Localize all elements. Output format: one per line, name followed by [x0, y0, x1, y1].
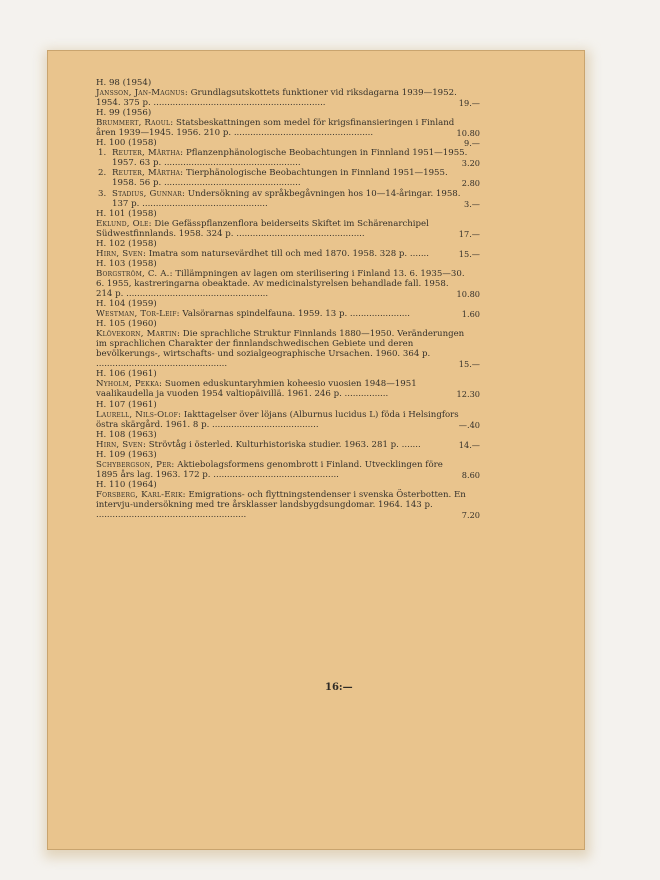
entry-title: Strövtåg i österled. Kulturhistoriska studier. 1963. 281 p. .......: [146, 439, 421, 450]
entry-title: Tillämpningen av lagen om sterilisering i Finland 13. 6. 1935—30. 6. 1955, kastreringarna obeaktade. Av medicinalstyrelsen behandlade fall. 1958. 214 p. ....................................................: [96, 268, 465, 299]
entry-price: 12.30: [456, 389, 480, 400]
catalog-entry: [96, 369, 480, 400]
entry-author: Reuter, Märtha:: [112, 168, 184, 179]
catalog-entry: [96, 108, 480, 139]
entry-price: 9.—: [464, 138, 480, 149]
entry-number: H. 100 (1958): [96, 138, 157, 149]
entry-price: 1.60: [461, 309, 480, 320]
entry-price: 19.—: [458, 98, 480, 109]
entry-author: Westman, Tor-Leif:: [96, 309, 180, 320]
sub-entry: [96, 188, 480, 209]
catalog-entry: [96, 138, 480, 209]
entry-title: Suomen eduskuntaryhmien koheesio vuosien 1948—1951 vaalikaudella ja vuoden 1954 valtiopäivillä. 1961. 246 p. ................: [96, 379, 417, 400]
entry-price: 15.—: [458, 359, 480, 370]
entry-title: Tierphänologische Beobachtungen in Finnland 1951—1955. 1958. 56 p. ..................................................: [112, 168, 448, 189]
entry-title: Valsörarnas spindelfauna. 1959. 13 p. ......................: [179, 309, 411, 320]
entry-author: Hirn, Sven:: [96, 248, 147, 259]
sub-entry-index: 2.: [98, 168, 107, 179]
entry-number: H. 105 (1960): [96, 319, 157, 330]
entry-author: Reuter, Märtha:: [112, 148, 184, 159]
entry-number: H. 102 (1958): [96, 238, 157, 249]
entry-number: H. 108 (1963): [96, 429, 157, 440]
sub-entry-index: 3.: [98, 188, 107, 199]
entry-price: 10.80: [456, 288, 480, 299]
entry-title: Pflanzenphänologische Beobachtungen in Finnland 1951—1955. 1957. 63 p. ..................................................: [112, 148, 468, 169]
entry-number: H. 103 (1958): [96, 258, 157, 269]
entry-price: 15.—: [458, 248, 480, 259]
entry-price: 3.—: [464, 198, 480, 209]
catalog-entry: [96, 479, 480, 521]
catalog-entry: [96, 208, 480, 239]
entry-number: H. 106 (1961): [96, 369, 157, 380]
entry-price: 7.20: [461, 510, 480, 521]
entry-price: 3.20: [461, 158, 480, 169]
entry-price: 8.60: [461, 469, 480, 480]
entry-title: Die Gefässpflanzenflora beiderseits Skiftet im Schärenarchipel Südwestfinnlands. 1958. 324 p. ...............................................: [96, 218, 429, 239]
entry-author: Borgström, C. A.:: [96, 268, 173, 279]
entry-title: Statsbeskattningen som medel för krigsfinansieringen i Finland åren 1939—1945. 1956. 210 p. ...................................................: [96, 118, 455, 139]
catalog-entry: [96, 258, 480, 299]
entry-author: Eklund, Ole:: [96, 218, 152, 229]
entry-price: —.40: [458, 419, 480, 430]
catalog-entry: [96, 299, 480, 320]
sub-entry: [96, 148, 480, 169]
entry-author: Klövekorn, Martin:: [96, 329, 181, 340]
sub-entry: [96, 168, 480, 189]
entry-title: Undersökning av språkbegåvningen hos 10—14-åringar. 1958. 137 p. ..............................................: [112, 188, 461, 209]
entry-author: Stadius, Gunnar:: [112, 188, 186, 199]
entry-author: Jansson, Jan-Magnus:: [96, 88, 188, 99]
catalog-entry: [96, 319, 480, 370]
entry-title: Emigrations- och flyttningstendenser i svenska Österbotten. En intervju-undersökning med tre årsklasser landsbygdsungdomar. 1964. 143 p. .......................................................: [96, 489, 466, 521]
entry-title: Imatra som natursevärdhet till och med 1870. 1958. 328 p. .......: [146, 248, 430, 259]
entry-author: Laurell, Nils-Olof:: [96, 409, 182, 420]
entry-price: 2.80: [461, 178, 480, 189]
entry-number: H. 101 (1958): [96, 208, 157, 219]
entry-price: 14.—: [458, 439, 480, 450]
catalog-entry: [96, 78, 480, 109]
entry-author: Nyholm, Pekka:: [96, 379, 163, 390]
entry-author: Schybergson, Per:: [96, 459, 175, 470]
catalog-entry: [96, 429, 480, 450]
catalog-entry: [96, 449, 480, 480]
catalog-entry: [96, 238, 480, 259]
entry-price: 10.80: [456, 128, 480, 139]
entry-title: Grundlagsutskottets funktioner vid riksdagarna 1939—1952. 1954. 375 p. ...............................................................: [96, 88, 457, 109]
entry-author: Brummert, Raoul:: [96, 118, 174, 129]
entry-title: Die sprachliche Struktur Finnlands 1880—1950. Veränderungen im sprachlichen Charakter der finnlandschwedischen Gebiete und deren bevölkerungs-, wirtschafts- und sozialgeographische Ursachen. 1960. 364 p. ................................................: [96, 329, 465, 370]
cover-price: 16:—: [325, 682, 353, 693]
entry-author: Hirn, Sven:: [96, 439, 147, 450]
publication-list: [96, 78, 480, 521]
sub-entry-index: 1.: [98, 148, 107, 159]
entry-title: Iakttagelser över löjans (Alburnus lucidus L) föda i Helsingfors östra skärgård. 1961. 8 p. .......................................: [96, 409, 459, 430]
entry-price: 17.—: [458, 228, 480, 239]
catalog-entry: [96, 399, 480, 430]
entry-number: H. 104 (1959): [96, 299, 157, 310]
entry-number: H. 107 (1961): [96, 399, 157, 410]
entry-number: H. 98 (1954): [96, 78, 152, 88]
entry-number: H. 99 (1956): [96, 108, 152, 119]
entry-number: H. 109 (1963): [96, 449, 157, 460]
entry-author: Forsberg, Karl-Erik:: [96, 489, 186, 500]
entry-number: H. 110 (1964): [96, 479, 157, 490]
entry-title: Aktiebolagsformens genombrott i Finland. Utvecklingen före 1895 års lag. 1963. 172 p. ..............................................: [96, 459, 443, 480]
